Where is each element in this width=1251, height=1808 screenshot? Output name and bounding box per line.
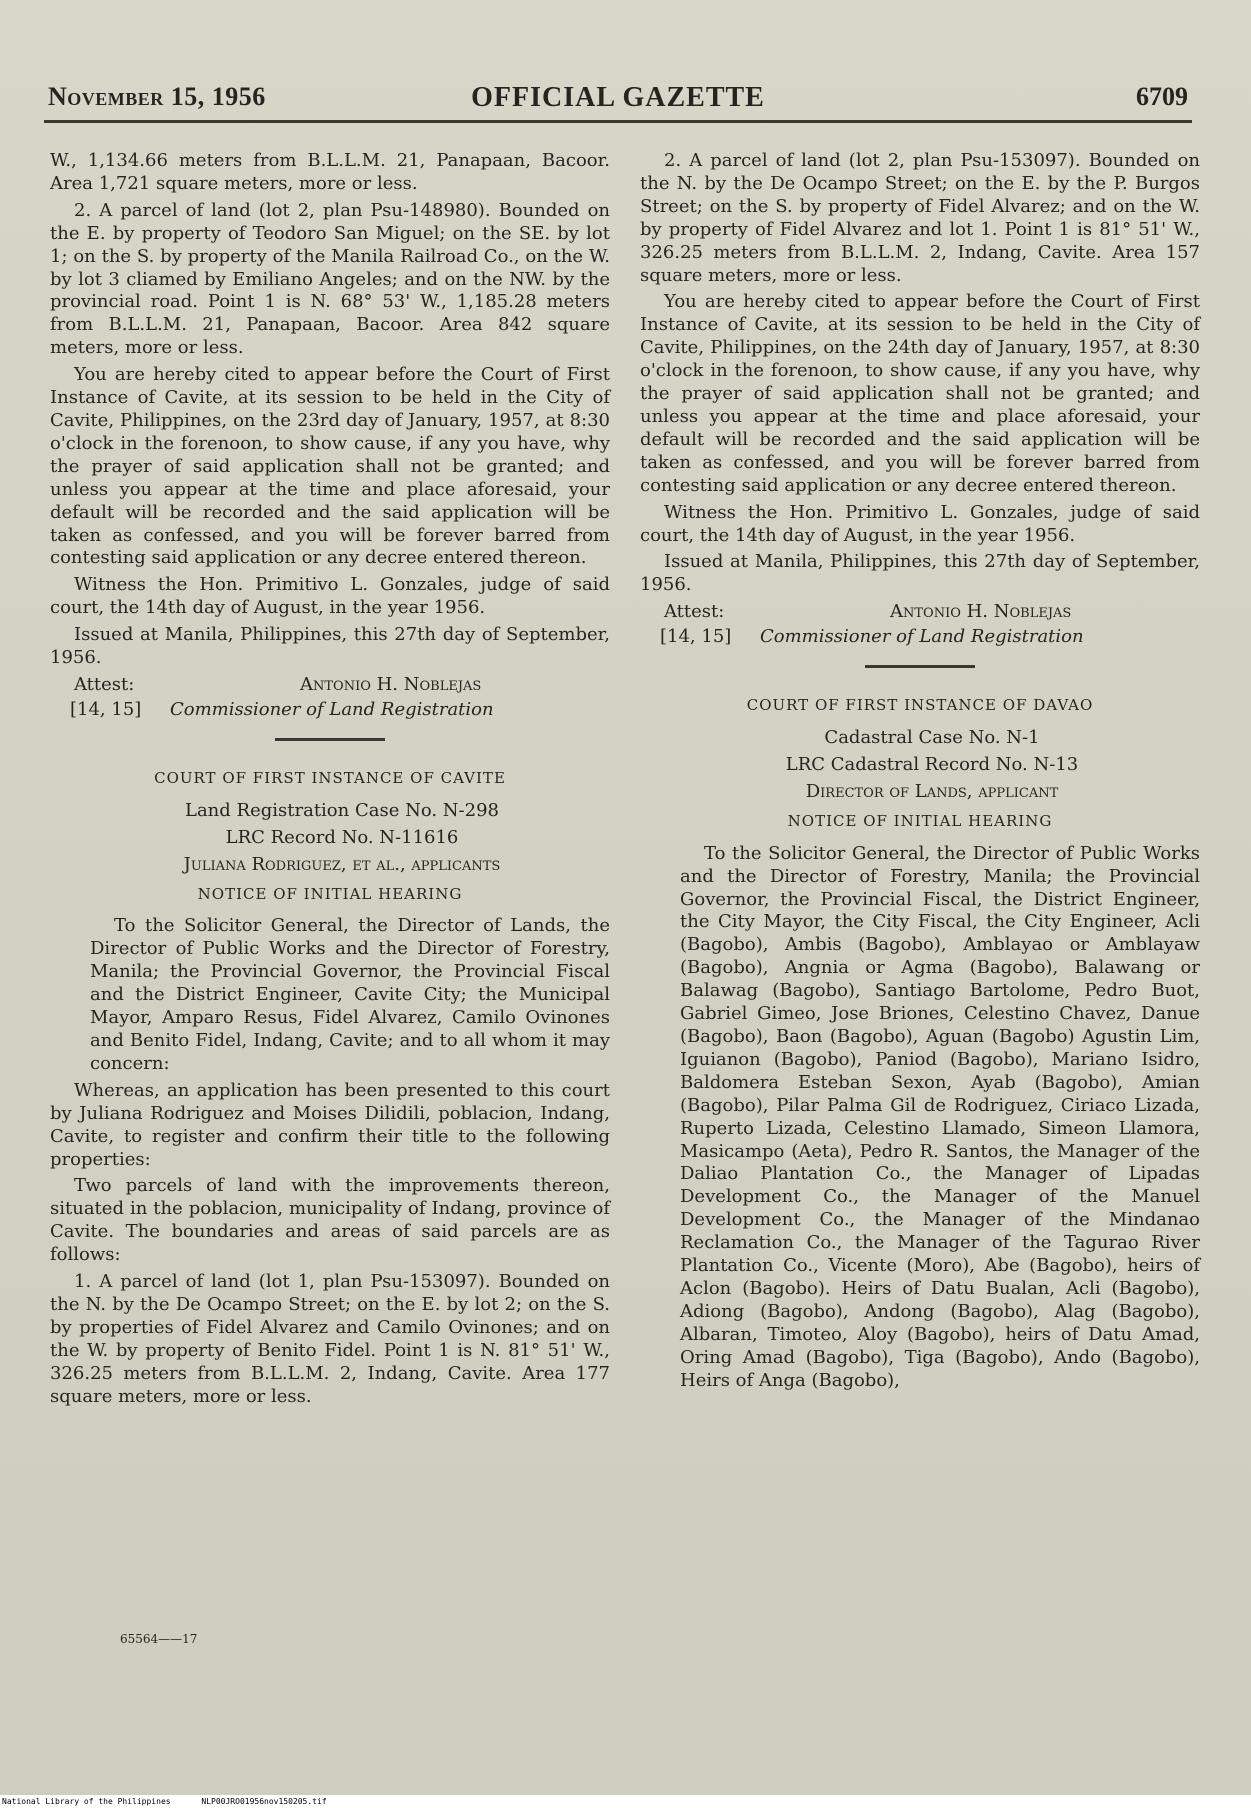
section-separator: [275, 738, 385, 741]
left-paragraph-5: Issued at Manila, Philippines, this 27th day of September, 1956.: [50, 624, 610, 669]
left-paragraph-8: 1. A parcel of land (lot 1, plan Psu-153097). Bounded on the N. by the De Ocampo Street; on the E. by lot 2; on the S. by properties of Fidel Alvarez and Camilo Ovinones; and on the W. by property of Benito Fidel. Point 1 is N. 81° 51' W., 326.25 meters from B.L.L.M. 2, Indang, Cavite. Area 177 square meters, more or less.: [50, 1271, 610, 1407]
issue-date: November 15, 1956: [48, 82, 266, 111]
right-paragraph-1: 2. A parcel of land (lot 2, plan Psu-153097). Bounded on the N. by the De Ocampo Street; on the E. by the P. Burgos Street; on the S. by property of Fidel Alvarez; and on the W. by property of Fidel Alvarez and lot 1. Point 1 is 81° 51' W., 326.25 meters from B.L.L.M. 2, Indang, Cavite. Area 157 square meters, more or less.: [640, 150, 1200, 286]
right-signature-block: [640, 601, 1200, 651]
signer-title: Commissioner of Land Registration: [760, 626, 1084, 648]
left-paragraph-2: 2. A parcel of land (lot 2, plan Psu-148980). Bounded on the E. by property of Teodoro San Miguel; on the SE. by lot 1; on the S. by property of the Manila Railroad Co., on the W. by lot 3 cliamed by Emiliano Angeles; and on the NW. by the provincial road. Point 1 is N. 68° 53' W., 1,185.28 meters from B.L.L.M. 21, Panapaan, Bacoor. Area 842 square meters, more or less.: [50, 199, 610, 359]
addressee-list: To the Solicitor General, the Director of Lands, the Director of Public Works and the Director of Forestry, Manila; the Provincial Governor, the Provincial Fiscal and the District Engineer, Cavite City; the Municipal Mayor, Amparo Resus, Fidel Alvarez, Camilo Ovinones and Benito Fidel, Indang, Cavite; and to all whom it may concern:: [90, 915, 610, 1074]
left-paragraph-4: Witness the Hon. Primitivo L. Gonzales, judge of said court, the 14th day of August, in the year 1956.: [50, 574, 610, 619]
attest-label: Attest:: [664, 601, 725, 623]
reference-number: [14, 15]: [70, 698, 142, 720]
left-paragraph-6: Whereas, an application has been presented to this court by Juliana Rodriguez and Moises Dilidili, poblacion, Indang, Cavite, to register and confirm their title to the following properties:: [50, 1079, 610, 1170]
scan-filename: NLP00JRO01956nov150205.tif: [201, 1797, 327, 1806]
page-header: [48, 82, 1188, 122]
signer-name: Antonio H. Noblejas: [890, 601, 1072, 623]
right-column: [640, 150, 1200, 1397]
right-paragraph-4: Issued at Manila, Philippines, this 27th day of September, 1956.: [640, 551, 1200, 596]
left-signature-block: [50, 674, 610, 724]
left-column: [50, 150, 610, 1413]
addressee-list: To the Solicitor General, the Director of Public Works and the Director of Forestry, Manila; the Provincial Governor, the Provincial Fiscal, the District Engineer, the City Mayor, the City Fiscal, the City Engineer, Acli (Bagobo), Ambis (Bagobo), Amblayao or Amblayaw (Bagobo), Angnia or Agma (Bagobo), Balawang or Balawag (Bagobo), Santiago Bartolome, Pedro Buot, Gabriel Gimeo, Jose Briones, Celestino Chavez, Danue (Bagobo), Baon (Bagobo), Aguan (Bagobo) Agustin Lim, Iguianon (Bagobo), Paniod (Bagobo), Mariano Isidro, Baldomera Esteban Sexon, Ayab (Bagobo), Amian (Bagobo), Pilar Palma Gil de Rodriguez, Ciriaco Lizada, Ruperto Lizada, Celestino Llamado, Simeon Llamora, Masicampo (Aeta), Pedro R. Santos, the Manager of the Daliao Plantation Co., the Manager of Lipadas Development Co., the Manager of the Manuel Development Co., the Manager of the Mindanao Reclamation Co., the Manager of the Tagurao River Plantation Co., Vicente (Moro), Abe (Bagobo), heirs of Aclon (Bagobo). Heirs of Datu Bualan, Acli (Bagobo), Adiong (Bagobo), Andong (Bagobo), Alag (Bagobo), Albaran, Timoteo, Aloy (Bagobo), heirs of Datu Amad, Oring Amad (Bagobo), Tiga (Bagobo), Ando (Bagobo), Heirs of Anga (Bagobo),: [680, 842, 1200, 1391]
print-code: 65564——17: [120, 1632, 198, 1646]
scan-info-bar: [0, 1795, 1251, 1808]
signer-name: Antonio H. Noblejas: [300, 673, 482, 695]
attest-label: Attest:: [74, 673, 135, 695]
page-number: 6709: [1136, 82, 1188, 111]
notice-heading: NOTICE OF INITIAL HEARING: [787, 811, 1053, 830]
court-heading: COURT OF FIRST INSTANCE OF DAVAO: [746, 696, 1094, 715]
case-number: Land Registration Case No. N-298: [185, 799, 499, 821]
right-paragraph-3: Witness the Hon. Primitivo L. Gonzales, judge of said court, the 14th day of August, in the year 1956.: [640, 501, 1200, 546]
left-paragraph-1: W., 1,134.66 meters from B.L.L.M. 21, Panapaan, Bacoor. Area 1,721 square meters, more or less.: [50, 150, 610, 194]
record-number: LRC Record No. N-11616: [225, 826, 459, 848]
record-number: LRC Cadastral Record No. N-13: [785, 754, 1079, 776]
case-number: Cadastral Case No. N-1: [824, 727, 1040, 749]
reference-number: [14, 15]: [660, 626, 732, 648]
header-rule: [44, 120, 1192, 123]
right-paragraph-2: You are hereby cited to appear before the Court of First Instance of Cavite, at its session to be held in the City of Cavite, Philippines, on the 24th day of January, 1957, at 8:30 o'clock in the forenoon, to show cause, if any you have, why the prayer of said application shall not be granted; and unless you appear at the time and place aforesaid, your default will be recorded and the said application will be taken as confessed, and you will be forever barred from contesting said application or any decree entered thereon.: [640, 291, 1200, 496]
applicant-line: Director of Lands, applicant: [805, 780, 1059, 802]
signer-title: Commissioner of Land Registration: [170, 698, 494, 720]
left-paragraph-7: Two parcels of land with the improvements thereon, situated in the poblacion, municipality of Indang, province of Cavite. The boundaries and areas of said parcels are as follows:: [50, 1175, 610, 1266]
notice-heading: NOTICE OF INITIAL HEARING: [197, 884, 463, 903]
court-heading: COURT OF FIRST INSTANCE OF CAVITE: [154, 768, 506, 787]
section-separator: [865, 665, 975, 668]
publication-title: OFFICIAL GAZETTE: [471, 82, 765, 113]
library-name: National Library of the Philippines: [2, 1797, 171, 1806]
applicants-line: Juliana Rodriguez, et al., applicants: [183, 853, 501, 875]
left-paragraph-3: You are hereby cited to appear before the Court of First Instance of Cavite, at its session to be held in the City of Cavite, Philippines, on the 23rd day of January, 1957, at 8:30 o'clock in the forenoon, to show cause, if any you have, why the prayer of said application shall not be granted; and unless you appear at the time and place aforesaid, your default will be recorded and the said application will be taken as confessed, and you will be forever barred from contesting said application or any decree entered thereon.: [50, 364, 610, 569]
